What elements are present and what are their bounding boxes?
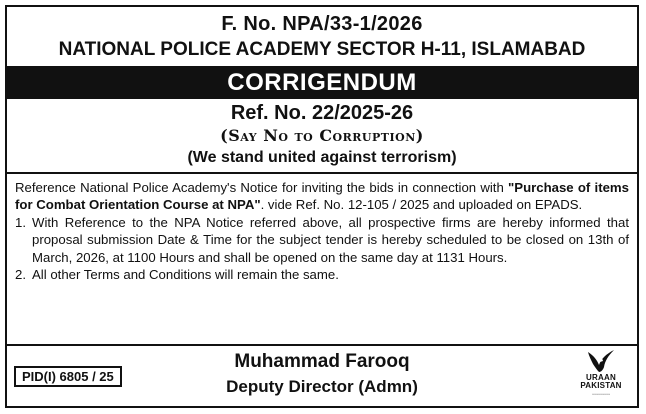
notice-footer: [7, 344, 637, 406]
notice-points: [15, 214, 629, 284]
corrigendum-banner: CORRIGENDUM: [7, 66, 637, 99]
notice-frame: [5, 5, 639, 408]
bird-icon: [584, 348, 618, 374]
list-item-text: All other Terms and Conditions will remain the same.: [32, 267, 339, 283]
list-item-number: 1.: [15, 214, 26, 230]
logo-line-1: URAAN: [586, 373, 616, 382]
list-item: [15, 214, 629, 266]
file-number: F. No. NPA/33-1/2026: [221, 13, 423, 35]
tender-title: "Purchase of items for Combat Orientation Course at NPA": [15, 180, 629, 213]
list-item: [15, 266, 629, 283]
reference-number: Ref. No. 22/2025-26: [230, 102, 414, 124]
logo-tagline-mark: ﹏﹏﹏: [591, 390, 610, 396]
intro-prefix: Reference National Police Academy's Notice for inviting the bids in connection with: [15, 180, 509, 195]
pid-badge: PID(I) 6805 / 25: [14, 366, 122, 387]
unity-slogan: (We stand united against terrorism): [187, 149, 457, 166]
list-item-number: 2.: [15, 267, 26, 283]
academy-name: NATIONAL POLICE ACADEMY SECTOR H-11, ISLAMABAD: [58, 39, 586, 60]
intro-suffix: . vide Ref. No. 12-105 / 2025 and uploaded on EPADS.: [260, 197, 583, 213]
signatory-name: Muhammad Farooq: [234, 351, 410, 372]
uraan-pakistan-logo: [571, 348, 631, 402]
notice-header: [7, 13, 637, 172]
signatory-title: Deputy Director (Admn): [226, 377, 418, 396]
logo-line-2: PAKISTAN: [580, 381, 622, 390]
list-item-text: With Reference to the NPA Notice referred above, all prospective firms are hereby informed that proposal submission Date & Time for the subject tender is hereby scheduled to be closed on 13th of March, 2026, at 1100 Hours and shall be opened on the same day at 1131 Hours.: [32, 214, 629, 265]
anti-corruption-slogan: (Say No to Corruption): [220, 126, 424, 145]
notice-body: [7, 174, 637, 283]
intro-paragraph: [15, 179, 629, 214]
